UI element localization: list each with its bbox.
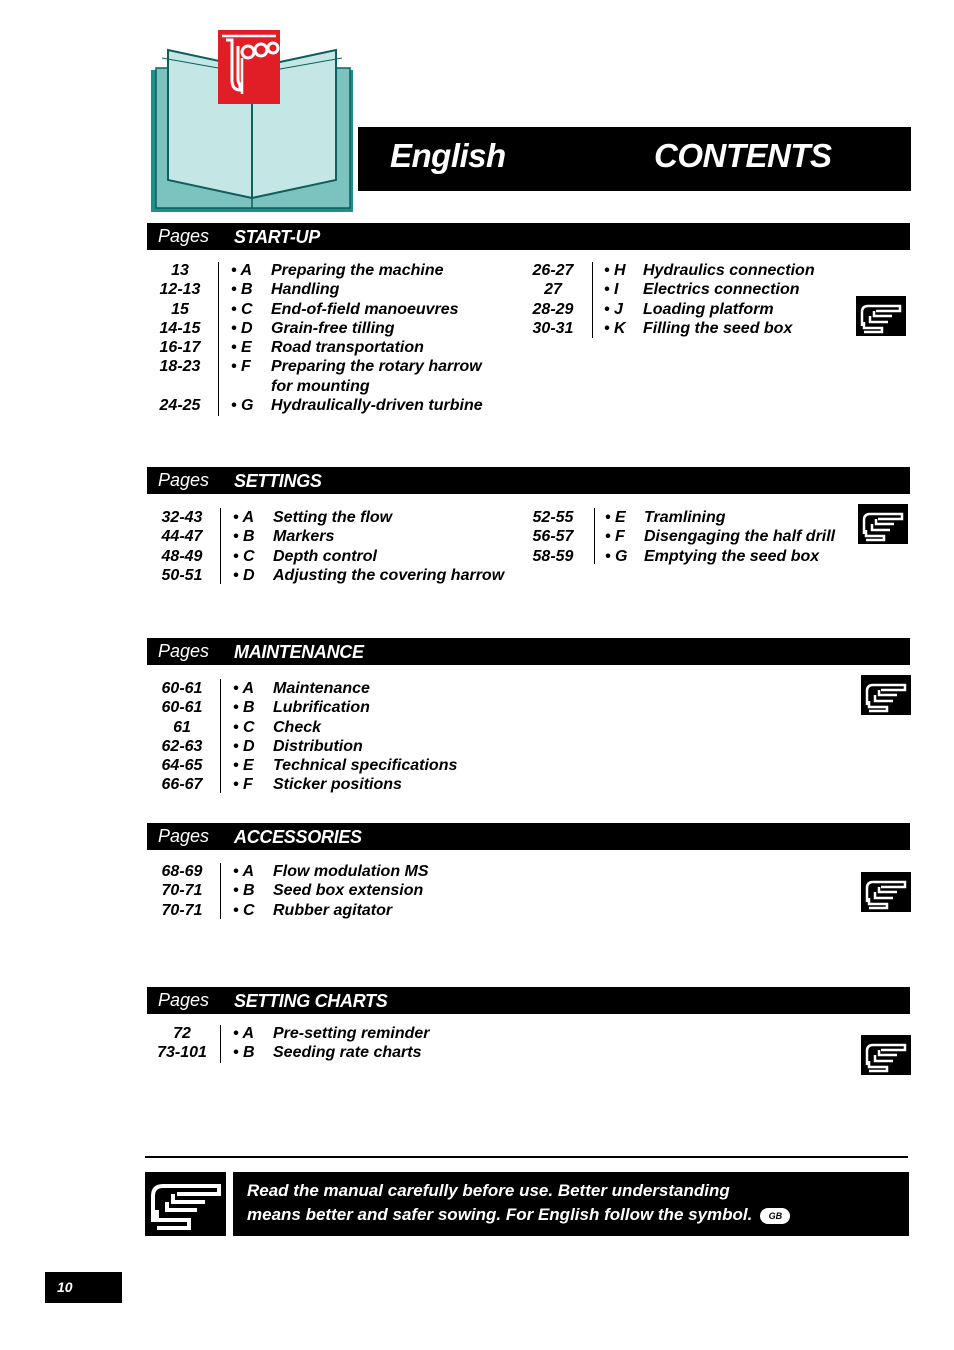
title-bar — [358, 127, 911, 191]
section-header-startup — [147, 223, 910, 250]
toc-entry[interactable]: 44-47 • B Markers — [161, 528, 335, 546]
toc-entry[interactable]: 60-61 • B Lubrification — [161, 699, 370, 717]
pages-label: Pages — [158, 226, 210, 246]
toc-entry[interactable]: 32-43 • A Setting the flow — [161, 509, 393, 526]
toc-entry[interactable]: 48-49 • C Depth control — [161, 547, 377, 565]
setting-charts-list — [147, 1024, 517, 1063]
toc-entry[interactable]: 16-17 • E Road transportation — [159, 339, 424, 357]
toc-entry[interactable]: 14-15 • D Grain-free tilling — [159, 319, 395, 337]
toc-entry[interactable]: 61 • C Check — [173, 718, 322, 736]
gb-badge: GB — [760, 1208, 790, 1224]
book-icon — [148, 28, 358, 216]
section-header-settings — [147, 467, 910, 494]
toc-entry[interactable]: 30-31 • K Filling the seed box — [532, 319, 793, 337]
contents-title: CONTENTS — [654, 137, 832, 174]
toc-entry[interactable]: 70-71 • B Seed box extension — [161, 882, 424, 900]
toc-entry[interactable]: 15 • C End-of-field manoeuvres — [171, 300, 459, 318]
pointing-hand-icon — [861, 872, 911, 912]
section-title: MAINTENANCE — [234, 642, 364, 662]
pages-label: Pages — [158, 826, 210, 846]
toc-entry[interactable]: 72 • A Pre-setting reminder — [173, 1025, 430, 1042]
footer-note — [233, 1172, 909, 1236]
toc-entry[interactable]: 60-61 • A Maintenance — [161, 680, 370, 697]
toc-entry[interactable]: 70-71 • C Rubber agitator — [161, 901, 393, 919]
footer-divider — [145, 1156, 908, 1158]
toc-entry[interactable]: 12-13 • B Handling — [159, 281, 340, 299]
toc-entry[interactable]: 52-55 • E Tramlining — [532, 509, 726, 526]
toc-entry[interactable]: 28-29 • J Loading platform — [532, 300, 774, 318]
toc-entry[interactable]: 50-51 • D Adjusting the covering harrow — [161, 566, 505, 584]
pages-label: Pages — [158, 470, 210, 490]
footer-line-1: Read the manual carefully before use. Better understanding — [247, 1181, 730, 1200]
pointing-hand-icon — [858, 504, 908, 544]
toc-entry[interactable]: 62-63 • D Distribution — [161, 737, 363, 755]
toc-entry[interactable]: for mounting — [271, 377, 370, 395]
pages-label: Pages — [158, 990, 210, 1010]
toc-entry[interactable]: 64-65 • E Technical specifications — [161, 757, 458, 775]
startup-list-left — [145, 261, 515, 415]
pointing-hand-icon — [861, 1035, 911, 1075]
toc-entry[interactable]: 66-67 • F Sticker positions — [161, 776, 402, 794]
toc-entry[interactable]: 18-23 • F Preparing the rotary harrow — [159, 358, 482, 376]
toc-entry[interactable]: 68-69 • A Flow modulation MS — [161, 863, 429, 880]
language-title: English — [390, 137, 506, 174]
section-title: ACCESSORIES — [234, 827, 362, 847]
settings-list-left — [147, 508, 517, 585]
pages-label: Pages — [158, 641, 210, 661]
maintenance-list — [147, 679, 517, 795]
section-title: SETTINGS — [234, 471, 322, 491]
toc-entry[interactable]: 26-27 • H Hydraulics connection — [532, 262, 815, 279]
toc-entry[interactable]: 56-57 • F Disengaging the half drill — [532, 528, 836, 546]
toc-entry[interactable]: 24-25 • G Hydraulically-driven turbine — [159, 397, 483, 415]
section-header-maintenance — [147, 638, 910, 665]
toc-entry[interactable]: 73-101 • B Seeding rate charts — [157, 1044, 422, 1062]
startup-list-right — [518, 261, 838, 338]
footer-line-2: means better and safer sowing. For English follow the symbol. GB — [247, 1203, 790, 1227]
page-number: 10 — [57, 1279, 73, 1295]
logo-icon — [218, 30, 280, 104]
accessories-list — [147, 862, 517, 920]
pointing-hand-icon — [861, 675, 911, 715]
toc-entry[interactable]: 13 • A Preparing the machine — [171, 262, 444, 279]
page-number-box — [45, 1272, 122, 1303]
toc-entry[interactable]: 58-59 • G Emptying the seed box — [532, 547, 820, 565]
section-header-setting-charts — [147, 987, 910, 1014]
section-header-accessories — [147, 823, 910, 850]
section-title: START-UP — [234, 227, 320, 247]
settings-list-right — [518, 508, 848, 566]
pointing-hand-icon — [856, 296, 906, 336]
pointing-hand-icon — [145, 1172, 226, 1236]
toc-entry[interactable]: 27 • I Electrics connection — [544, 281, 800, 299]
section-title: SETTING CHARTS — [234, 991, 388, 1011]
